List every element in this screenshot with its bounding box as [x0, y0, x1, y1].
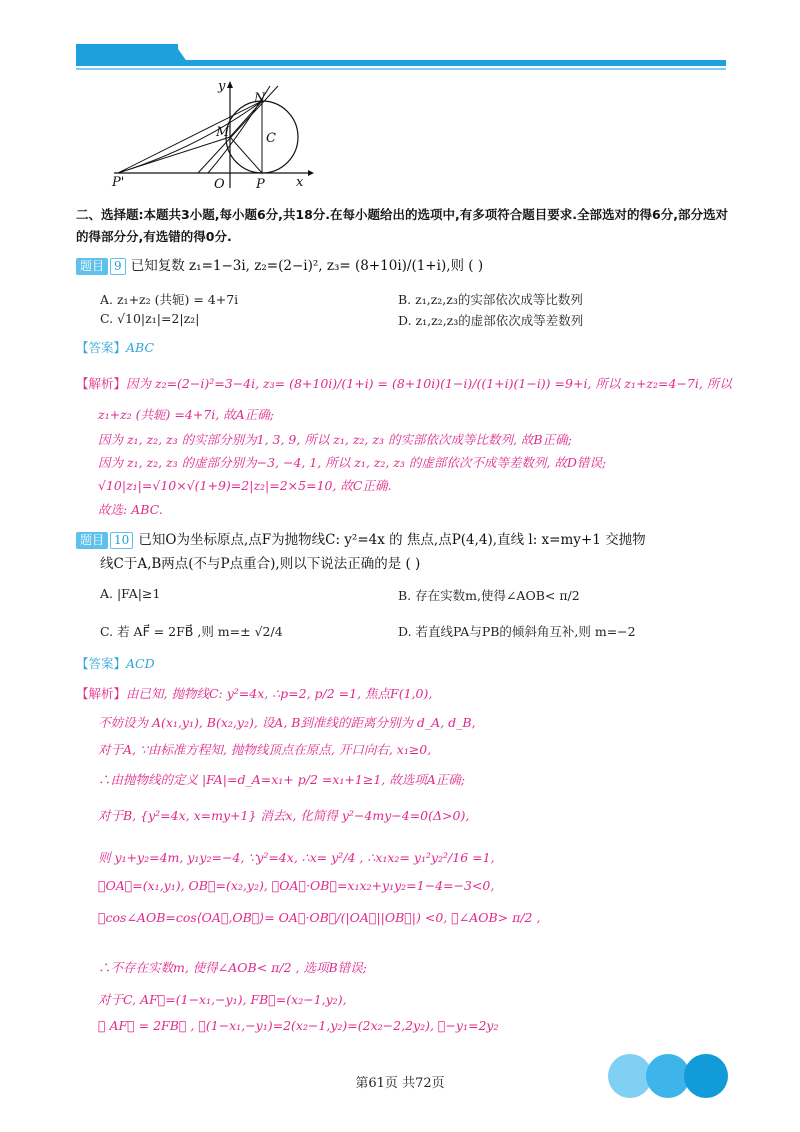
- fig-label-n: N: [254, 91, 266, 106]
- option-b: B. 存在实数m,使得∠AOB< π/2: [398, 588, 580, 603]
- option-c: C. √10|z₁|=2|z₂|: [100, 311, 200, 326]
- answer-line: [76, 338, 154, 356]
- answer-label: 【答案】: [76, 656, 127, 671]
- fig-label-y: y: [218, 79, 226, 94]
- analysis-line: ∵OA⃗=(x₁,y₁), OB⃗=(x₂,y₂), ∴OA⃗·OB⃗=x₁x₂+y₁y₂=1−4=−3<0,: [98, 878, 495, 893]
- analysis-line: 因为 z₁, z₂, z₃ 的虚部分别为−3, −4, 1, 所以 z₁, z₂, z₃ 的虚部依次不成等差数列, 故D错误;: [98, 455, 607, 470]
- fig-label-p: P: [256, 177, 265, 192]
- question-tag: 题目: [76, 258, 108, 275]
- header-rule: [76, 60, 726, 66]
- analysis-line: 因为 z₁, z₂, z₃ 的实部分别为1, 3, 9, 所以 z₁, z₂, z₃ 的实部依次成等比数列, 故B正确;: [98, 432, 572, 447]
- analysis-text: 由已知, 抛物线C: y²=4x, ∴p=2, p/2 =1, 焦点F(1,0),: [126, 686, 433, 701]
- geometry-figure: [108, 78, 318, 192]
- fig-label-c: C: [266, 131, 276, 146]
- question-stem: 已知O为坐标原点,点F为抛物线C: y²=4x 的 焦点,点P(4,4),直线 l: x=my+1 交抛物: [138, 532, 646, 548]
- option-b: B. z₁,z₂,z₃的实部依次成等比数列: [398, 292, 583, 307]
- answer-value: ACD: [126, 656, 155, 671]
- analysis-line: ∴不存在实数m, 使得∠AOB< π/2 , 选项B错误;: [98, 960, 367, 975]
- analysis-line: 对于A, ∵由标准方程知, 抛物线顶点在原点, 开口向右, x₁≥0,: [98, 742, 432, 757]
- analysis-line: z₁+z₂ (共轭) =4+7i, 故A正确;: [98, 407, 274, 422]
- analysis-line: 则 y₁+y₂=4m, y₁y₂=−4, ∵y²=4x, ∴x= y²/4 , ∴x₁x₂= y₁²y₂²/16 =1,: [98, 850, 495, 865]
- fig-label-m: M: [216, 125, 230, 140]
- analysis-line: 对于C, AF⃗=(1−x₁,−y₁), FB⃗=(x₂−1,y₂),: [98, 992, 347, 1007]
- answer-line: [76, 654, 155, 672]
- option-a: A. |FA|≥1: [100, 586, 161, 601]
- fig-label-x: x: [296, 175, 304, 190]
- fig-label-o: O: [214, 177, 225, 192]
- analysis-line: ∴由抛物线的定义 |FA|=d_A=x₁+ p/2 =x₁+1≥1, 故选项A正确;: [98, 772, 465, 787]
- option-c: C. 若 AF⃗ = 2FB⃗ ,则 m=± √2/4: [100, 624, 283, 639]
- page-footer: 第61页 共72页: [355, 1076, 445, 1091]
- question-stem: 已知复数 z₁=1−3i, z₂=(2−i)², z₃= (8+10i)/(1+i),则 ( ): [130, 258, 484, 274]
- analysis-line: 不妨设为 A(x₁,y₁), B(x₂,y₂), 设A, B到准线的距离分别为 d_A, d_B,: [98, 715, 476, 730]
- option-d: D. 若直线PA与PB的倾斜角互补,则 m=−2: [398, 624, 636, 639]
- analysis-label: 【解析】: [76, 376, 127, 391]
- analysis-text: 因为 z₂=(2−i)²=3−4i, z₃= (8+10i)/(1+i) = (8+10i)(1−i)/((1+i)(1−i)) =9+i, 所以 z₁+z₂=4−7i, 所以: [126, 376, 732, 391]
- analysis-line: 对于B, {y²=4x, x=my+1} 消去x, 化简得 y²−4my−4=0(Δ>0),: [98, 808, 470, 823]
- analysis-line: ∵ AF⃗ = 2FB⃗ , ∴(1−x₁,−y₁)=2(x₂−1,y₂)=(2x₂−2,2y₂), ∴−y₁=2y₂: [98, 1018, 499, 1033]
- question-stem-cont: 线C于A,B两点(不与P点重合),则以下说法正确的是 ( ): [100, 556, 421, 572]
- answer-label: 【答案】: [76, 340, 127, 355]
- question-tag: 题目: [76, 532, 108, 549]
- question-9: [76, 254, 728, 275]
- option-a: A. z₁+z₂ (共轭) = 4+7i: [100, 292, 239, 307]
- analysis-line: [76, 374, 732, 392]
- fig-label-p-prime: P': [112, 175, 125, 190]
- question-10: [76, 528, 736, 549]
- decor-circle: [684, 1054, 728, 1098]
- analysis-line: [76, 684, 432, 702]
- question-number: 10: [110, 532, 133, 549]
- analysis-line: √10|z₁|=√10×√(1+9)=2|z₂|=2×5=10, 故C正确.: [98, 478, 392, 493]
- header-rule-light: [76, 68, 726, 70]
- section-heading: 二、选择题:本题共3小题,每小题6分,共18分.在每小题给出的选项中,有多项符合题目要求.全部选对的得6分,部分选对的得部分分,有选错的得0分.: [76, 207, 728, 244]
- question-number: 9: [110, 258, 126, 275]
- analysis-line: 故选: ABC.: [98, 502, 163, 517]
- analysis-label: 【解析】: [76, 686, 127, 701]
- option-d: D. z₁,z₂,z₃的虚部依次成等差数列: [398, 313, 584, 328]
- answer-value: ABC: [126, 340, 155, 355]
- analysis-line: ∴cos∠AOB=cos⟨OA⃗,OB⃗⟩= OA⃗·OB⃗/(|OA⃗||OB⃗|) <0, ∴∠AOB> π/2 ,: [98, 910, 541, 925]
